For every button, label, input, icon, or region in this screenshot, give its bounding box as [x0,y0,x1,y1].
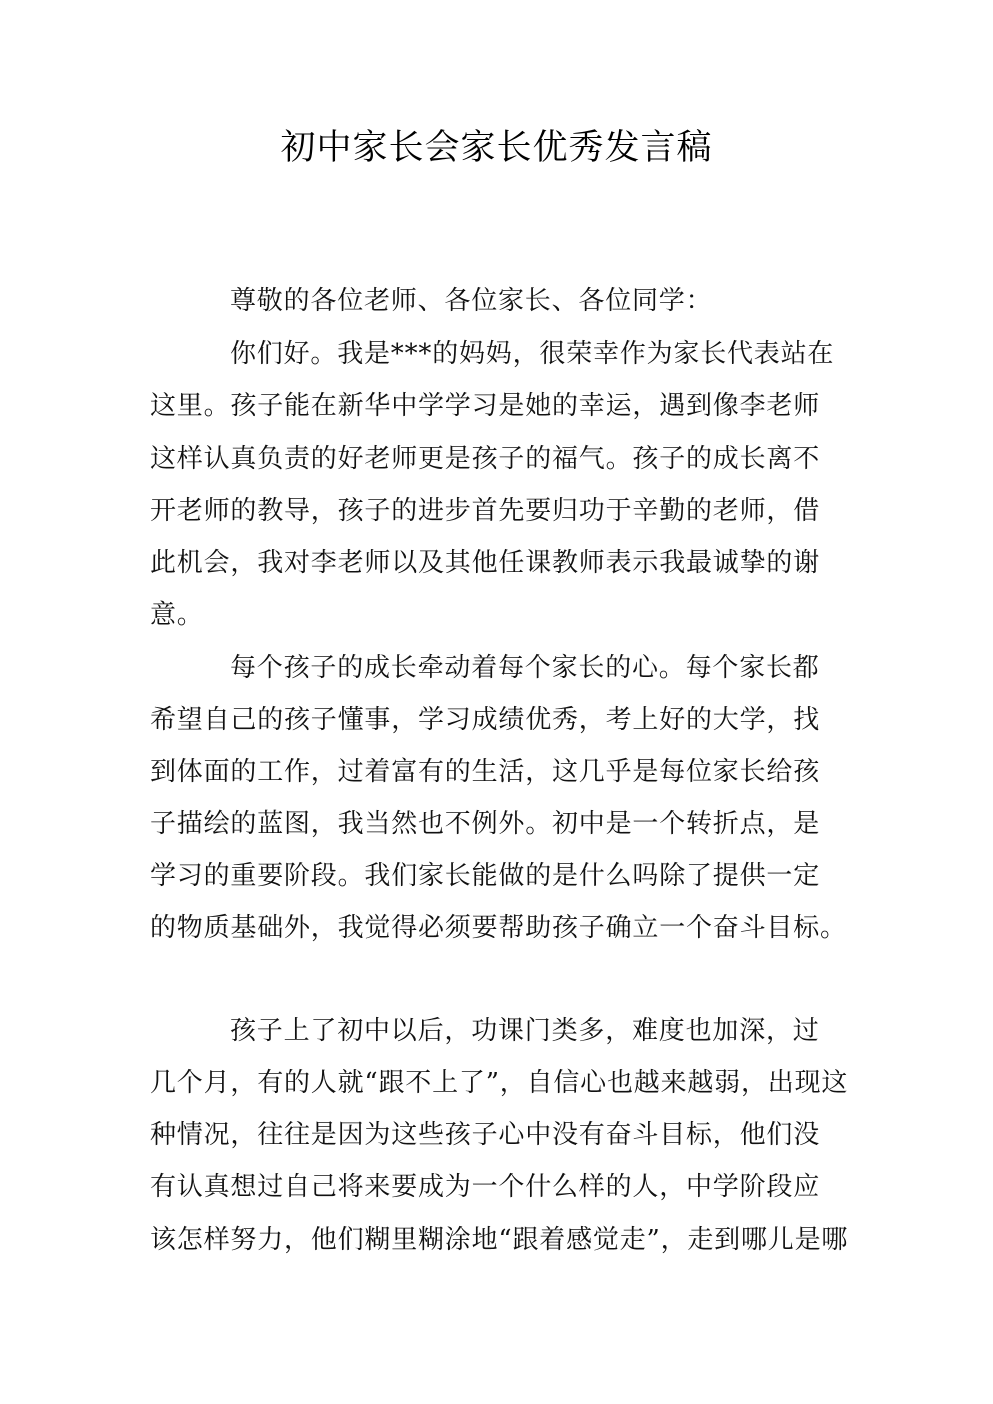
paragraph-2-line-2: 希望自己的孩子懂事，学习成绩优秀，考上好的大学，找 [150,705,821,735]
paragraph-3-line-2: 几个月，有的人就“跟不上了”，自信心也越来越弱，出现这 [150,1068,849,1098]
paragraph-2-line-1: 每个孩子的成长牵动着每个家长的心。每个家长都 [230,653,820,683]
document-title: 初中家长会家长优秀发言稿 [280,128,713,168]
paragraph-3-line-5: 该怎样努力，他们糊里糊涂地“跟着感觉走”，走到哪儿是哪 [150,1225,849,1255]
salutation-line: 尊敬的各位老师、各位家长、各位同学： [230,286,713,316]
paragraph-3-line-3: 种情况，往往是因为这些孩子心中没有奋斗目标，他们没 [150,1120,821,1150]
paragraph-2-line-4: 子描绘的蓝图，我当然也不例外。初中是一个转折点，是 [150,809,821,839]
paragraph-1-line-4: 开老师的教导，孩子的进步首先要归功于辛勤的老师，借 [150,496,821,526]
paragraph-1-line-2: 这里。孩子能在新华中学学习是她的幸运，遇到像李老师 [150,391,821,421]
paragraph-1-line-3: 这样认真负责的好老师更是孩子的福气。孩子的成长离不 [150,444,821,474]
paragraph-3-line-4: 有认真想过自己将来要成为一个什么样的人，中学阶段应 [150,1172,821,1202]
paragraph-1-line-6: 意。 [150,600,204,630]
paragraph-2-line-3: 到体面的工作，过着富有的生活，这几乎是每位家长给孩 [150,757,821,787]
paragraph-1-line-1: 你们好。我是***的妈妈，很荣幸作为家长代表站在 [230,339,835,369]
paragraph-1-line-5: 此机会，我对李老师以及其他任课教师表示我最诚挚的谢 [150,548,821,578]
paragraph-3-line-1: 孩子上了初中以后，功课门类多，难度也加深，过 [230,1016,820,1046]
paragraph-2-line-5: 学习的重要阶段。我们家长能做的是什么吗除了提供一定 [150,861,821,891]
paragraph-2-line-6: 的物质基础外，我觉得必须要帮助孩子确立一个奋斗目标。 [150,913,847,943]
